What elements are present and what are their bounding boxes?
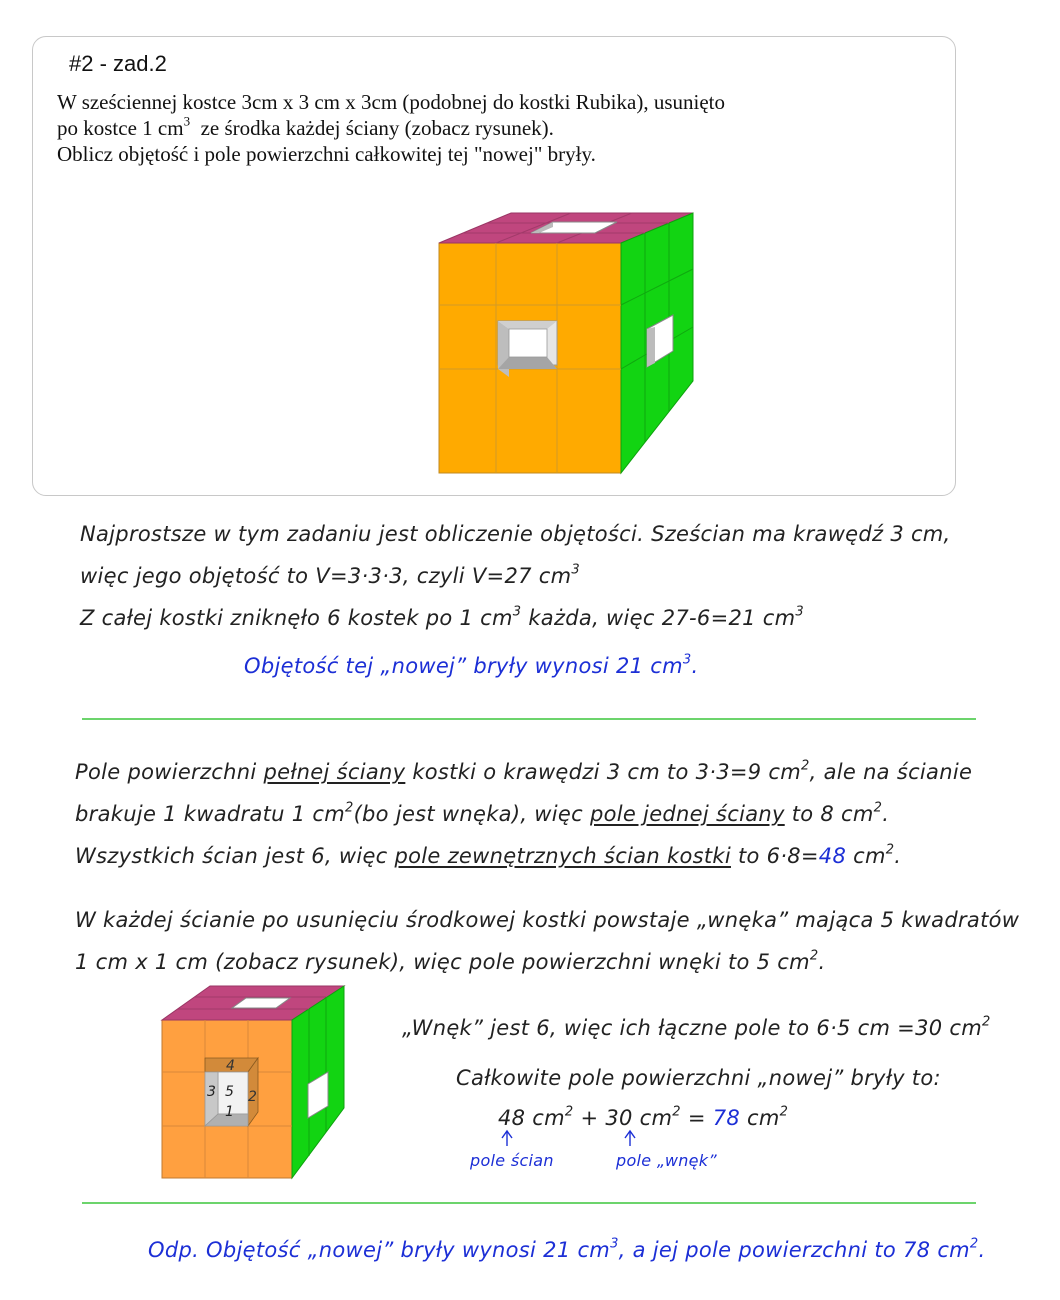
- task-number: #2 - zad.2: [69, 51, 167, 76]
- volume-line-1: Najprostsze w tym zadaniu jest obliczenie objętości. Sześcian ma krawędź 3 cm,: [80, 522, 951, 546]
- final-answer-a: Odp. Objętość „nowej” bryły wynosi 21 cm: [148, 1238, 611, 1262]
- area-line-2-underlined: pole jednej ściany: [589, 802, 785, 826]
- total-area-label: Całkowite pole powierzchni „nowej” bryły to:: [456, 1066, 941, 1090]
- final-answer-sup2: 2: [969, 1236, 979, 1252]
- area-line-2: [75, 802, 889, 826]
- volume-line-3-sup1: 3: [512, 604, 522, 620]
- hole-label-3: 3: [207, 1084, 216, 1100]
- cavity-count-text: „Wnęk” jest 6, więc ich łączne pole to 6·5 cm =30 cm: [402, 1016, 982, 1040]
- area-line-3-sup: 2: [885, 842, 895, 858]
- small-cube-figure: [158, 984, 358, 1184]
- final-answer: [148, 1238, 986, 1262]
- final-answer-c: .: [978, 1238, 986, 1262]
- final-answer-b: , a jej pole powierzchni to 78 cm: [618, 1238, 970, 1262]
- area-line-3c: cm: [846, 844, 886, 868]
- hole-label-1: 1: [225, 1104, 234, 1120]
- volume-line-3: [80, 606, 804, 630]
- area-line-3: [75, 844, 901, 868]
- area-line-1: [75, 760, 972, 784]
- area-line-3d: .: [894, 844, 902, 868]
- big-cube-figure: [33, 37, 957, 497]
- area-line-2-sup: 2: [344, 800, 354, 816]
- area-line-5: [75, 950, 825, 974]
- volume-line-3a: Z całej kostki zniknęło 6 kostek po 1 cm: [80, 606, 513, 630]
- sum-part-1: 48 cm: [498, 1106, 565, 1130]
- area-line-1-underlined: pełnej ściany: [263, 760, 406, 784]
- area-line-2a: brakuje 1 kwadratu 1 cm: [75, 802, 345, 826]
- area-line-3a: Wszystkich ścian jest 6, więc: [75, 844, 395, 868]
- area-line-4: W każdej ścianie po usunięciu środkowej kostki powstaje „wnęka” mająca 5 kwadratów: [75, 908, 1020, 932]
- area-line-5a: 1 cm x 1 cm (zobacz rysunek), więc pole powierzchni wnęki to 5 cm: [75, 950, 810, 974]
- area-line-3-blue: 48: [818, 844, 847, 868]
- cavity-count-sup: 2: [981, 1014, 991, 1030]
- task-box: [32, 36, 956, 496]
- sum-unit: cm: [740, 1106, 780, 1130]
- volume-answer-dot: .: [691, 654, 699, 678]
- task-line-3: Oblicz objętość i pole powierzchni całkowitej tej "nowej" bryły.: [57, 142, 596, 166]
- area-line-5b: .: [818, 950, 826, 974]
- volume-line-2-sup: 3: [571, 562, 580, 578]
- area-line-5-sup: 2: [809, 948, 819, 964]
- volume-line-3-sup2: 3: [795, 604, 804, 620]
- cavity-count-line: [402, 1016, 991, 1040]
- volume-answer: [244, 654, 698, 678]
- task-line-1: W sześciennej kostce 3cm x 3 cm x 3cm (podobnej do kostki Rubika), usunięto: [57, 90, 725, 114]
- task-line-2b: ze środka każdej ściany (zobacz rysunek).: [190, 116, 554, 140]
- sum-part-2: + 30 cm: [573, 1106, 673, 1130]
- area-line-1b: kostki o krawędzi 3 cm to 3·3=9 cm: [405, 760, 802, 784]
- volume-line-2-text: więc jego objętość to V=3·3·3, czyli V=27 cm: [80, 564, 572, 588]
- label-pole-scian: pole ścian: [470, 1151, 554, 1170]
- area-line-2c: to 8 cm: [784, 802, 874, 826]
- volume-line-2: [80, 564, 580, 588]
- hole-label-5: 5: [225, 1084, 234, 1100]
- volume-line-3b: każda, więc 27-6=21 cm: [521, 606, 796, 630]
- final-answer-sup1: 3: [610, 1236, 619, 1252]
- task-line-2-sup: 3: [183, 113, 191, 129]
- area-line-1-sup: 2: [801, 758, 810, 774]
- hole-label-4: 4: [226, 1058, 235, 1074]
- task-line-2a: po kostce 1 cm: [57, 116, 184, 140]
- sum-sup-1: 2: [564, 1104, 574, 1120]
- separator-2: [82, 1202, 976, 1204]
- label-pole-wnek: pole „wnęk”: [616, 1151, 717, 1170]
- area-line-1c: , ale na ścianie: [809, 760, 973, 784]
- sum-sup-2: 2: [672, 1104, 681, 1120]
- hole-label-2: 2: [248, 1089, 257, 1105]
- area-line-2b: (bo jest wnęka), więc: [353, 802, 590, 826]
- sum-sup-3: 2: [779, 1104, 789, 1120]
- sum-result: 78: [712, 1106, 741, 1130]
- volume-answer-sup: 3: [682, 652, 692, 668]
- sum-equals: =: [680, 1106, 713, 1130]
- area-line-1a: Pole powierzchni: [75, 760, 264, 784]
- volume-answer-text: Objętość tej „nowej” bryły wynosi 21 cm: [244, 654, 683, 678]
- area-line-3b: to 6·8=: [730, 844, 819, 868]
- area-line-3-underlined: pole zewnętrznych ścian kostki: [394, 844, 731, 868]
- separator-1: [82, 718, 976, 720]
- area-line-2d: .: [882, 802, 890, 826]
- area-line-2-sup2: 2: [873, 800, 883, 816]
